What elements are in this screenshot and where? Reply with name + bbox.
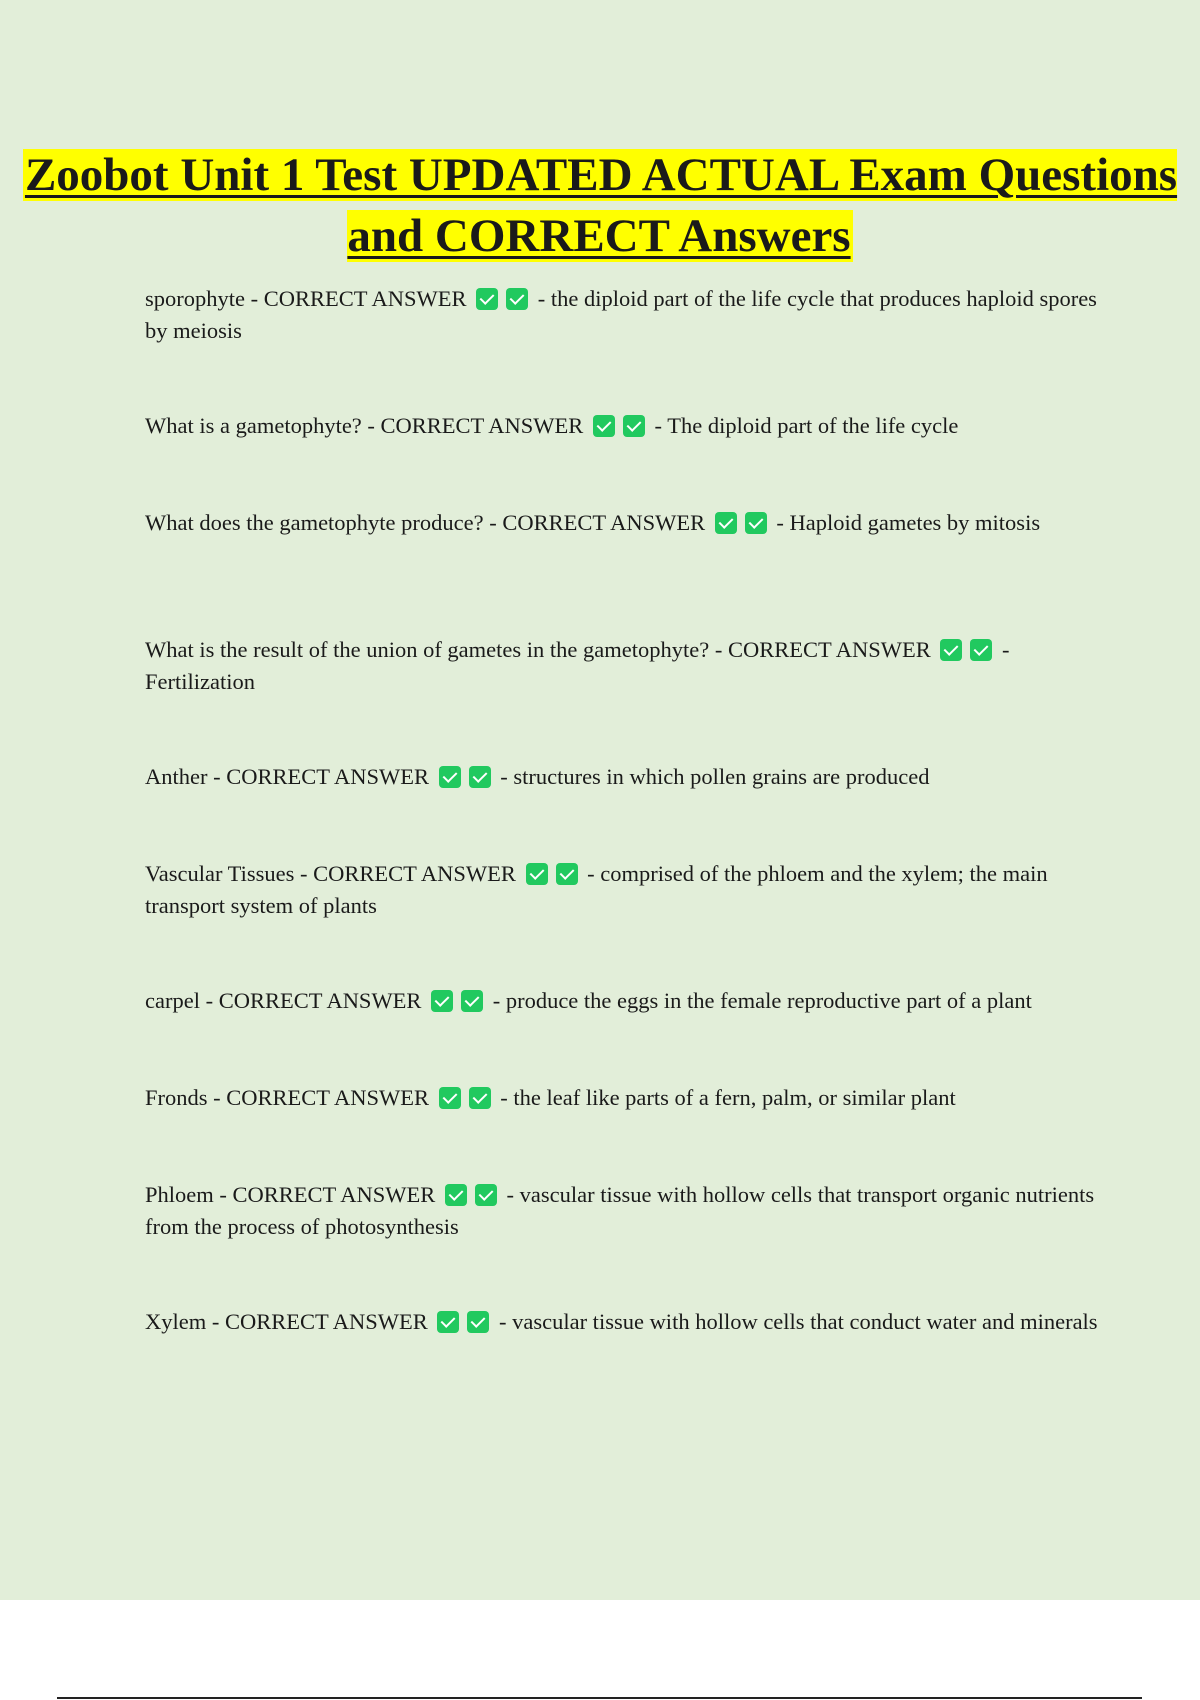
qa-prompt: Phloem - CORRECT ANSWER	[145, 1182, 441, 1207]
qa-item	[145, 634, 1105, 698]
green-checkbox-icon	[745, 512, 767, 534]
green-checkbox-icon	[445, 1184, 467, 1206]
document-title-text: Zoobot Unit 1 Test UPDATED ACTUAL Exam Questions and CORRECT Answers	[24, 149, 1178, 262]
qa-item	[145, 1306, 1105, 1338]
footer-divider	[57, 1697, 1142, 1699]
green-checkbox-icon	[431, 990, 453, 1012]
qa-answer: - the diploid part of the life cycle that produces haploid spores by meiosis	[145, 286, 1097, 343]
green-checkbox-icon	[715, 512, 737, 534]
green-checkbox-icon	[623, 415, 645, 437]
qa-prompt: Fronds - CORRECT ANSWER	[145, 1085, 435, 1110]
qa-answer: - Haploid gametes by mitosis	[770, 510, 1041, 535]
qa-prompt: sporophyte - CORRECT ANSWER	[145, 286, 473, 311]
green-checkbox-icon	[476, 288, 498, 310]
qa-prompt: Xylem - CORRECT ANSWER	[145, 1309, 434, 1334]
green-checkbox-icon	[940, 639, 962, 661]
qa-prompt: What is the result of the union of gametes in the gametophyte? - CORRECT ANSWER	[145, 637, 937, 662]
green-checkbox-icon	[469, 766, 491, 788]
green-checkbox-icon	[439, 1087, 461, 1109]
qa-item	[145, 985, 1105, 1017]
qa-answer: - vascular tissue with hollow cells that conduct water and minerals	[493, 1309, 1098, 1334]
green-checkbox-icon	[506, 288, 528, 310]
qa-prompt: What does the gametophyte produce? - CORRECT ANSWER	[145, 510, 711, 535]
green-checkbox-icon	[439, 766, 461, 788]
qa-item	[145, 1179, 1105, 1243]
green-checkbox-icon	[556, 863, 578, 885]
qa-item	[145, 507, 1105, 539]
green-checkbox-icon	[437, 1311, 459, 1333]
green-checkbox-icon	[970, 639, 992, 661]
qa-prompt: Vascular Tissues - CORRECT ANSWER	[145, 861, 522, 886]
qa-prompt: What is a gametophyte? - CORRECT ANSWER	[145, 413, 589, 438]
green-checkbox-icon	[467, 1311, 489, 1333]
green-checkbox-icon	[593, 415, 615, 437]
green-checkbox-icon	[469, 1087, 491, 1109]
qa-item	[145, 410, 1105, 442]
qa-answer: - vascular tissue with hollow cells that transport organic nutrients from the process of photosynthesis	[145, 1182, 1095, 1239]
green-checkbox-icon	[461, 990, 483, 1012]
qa-answer: - the leaf like parts of a fern, palm, or similar plant	[494, 1085, 956, 1110]
qa-answer: - produce the eggs in the female reproductive part of a plant	[487, 988, 1032, 1013]
qa-answer: - structures in which pollen grains are produced	[494, 764, 930, 789]
qa-item	[145, 1082, 1105, 1114]
qa-answer: - comprised of the phloem and the xylem; the main transport system of plants	[145, 861, 1048, 918]
green-checkbox-icon	[526, 863, 548, 885]
qa-item	[145, 283, 1105, 347]
qa-prompt: Anther - CORRECT ANSWER	[145, 764, 435, 789]
qa-prompt: carpel - CORRECT ANSWER	[145, 988, 428, 1013]
document-title	[0, 145, 1200, 267]
green-checkbox-icon	[475, 1184, 497, 1206]
qa-answer: - The diploid part of the life cycle	[648, 413, 959, 438]
qa-item	[145, 761, 1105, 793]
qa-answer: - Fertilization	[145, 637, 1010, 694]
qa-item	[145, 858, 1105, 922]
